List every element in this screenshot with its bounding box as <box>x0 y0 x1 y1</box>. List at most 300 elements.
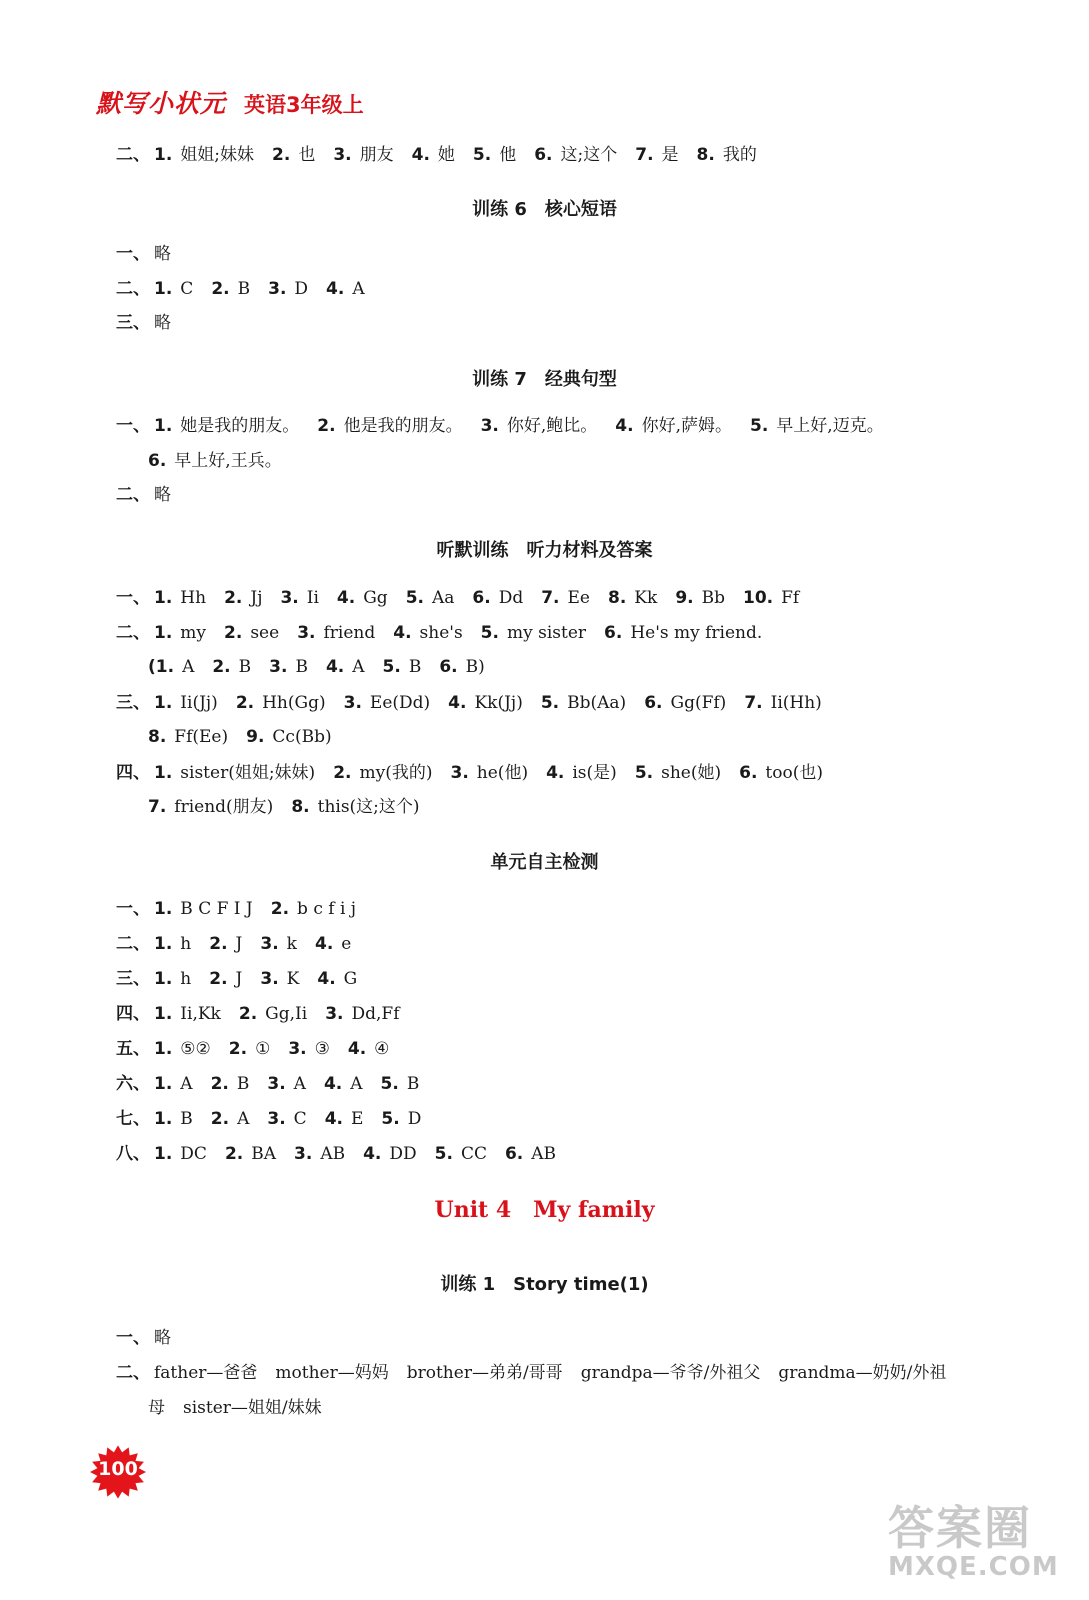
question-label: 二、 <box>116 145 150 165</box>
answer-item <box>381 1109 421 1129</box>
question-label: 二、 <box>116 279 150 299</box>
answer-number: 5. <box>750 416 769 436</box>
answer-text: Bb <box>701 588 725 608</box>
watermark <box>888 1492 1068 1592</box>
answer-line <box>148 449 300 473</box>
answer-line <box>116 1002 418 1026</box>
answer-number: 5. <box>434 1144 453 1164</box>
answer-text: Gg <box>363 588 388 608</box>
answer-text: grandpa—爷爷/外祖父 <box>580 1363 761 1383</box>
answer-item <box>317 416 462 436</box>
answer-item <box>269 657 308 677</box>
answer-number: 1. <box>154 279 173 299</box>
answer-text: B) <box>465 657 485 677</box>
answer-text: 她是我的朋友。 <box>180 416 300 436</box>
answer-text: C <box>293 1109 307 1129</box>
answer-number: 8. <box>148 727 167 747</box>
answer-item <box>229 1039 271 1059</box>
answer-text: 早上好,迈克。 <box>776 416 884 436</box>
answer-item <box>211 1074 250 1094</box>
answer-number: 1. <box>154 1109 173 1129</box>
answer-text: friend(朋友) <box>174 797 274 817</box>
question-label: 三、 <box>116 693 150 713</box>
answer-number: 2. <box>270 899 290 919</box>
answer-number: 9. <box>675 588 694 608</box>
answer-number: 1. <box>154 1004 173 1024</box>
answer-number: 2. <box>210 1109 230 1129</box>
answer-text: A <box>180 1074 193 1094</box>
answer-item <box>272 145 315 165</box>
answer-item <box>154 1039 211 1059</box>
answer-number: 6. <box>148 451 167 471</box>
answer-item <box>644 693 726 713</box>
page-number: 100 <box>98 1458 138 1480</box>
answer-text: 朋友 <box>359 145 394 165</box>
answer-number: 1. <box>154 1074 173 1094</box>
answer-item <box>315 934 351 954</box>
answer-text: is(是) <box>572 763 617 783</box>
answer-item <box>435 1144 487 1164</box>
answer-item <box>267 1074 306 1094</box>
answer-line <box>116 311 189 335</box>
answer-line <box>116 967 375 991</box>
answer-item <box>154 145 254 165</box>
answer-text: Ii(Hh) <box>770 693 822 713</box>
answer-item <box>383 657 422 677</box>
answer-number: 4. <box>615 416 634 436</box>
answer-number: 1. <box>154 588 173 608</box>
answer-number: 2. <box>212 657 231 677</box>
answer-text: 略 <box>154 313 171 333</box>
answer-item <box>154 969 191 989</box>
answer-number: 6. <box>604 623 623 643</box>
answer-item <box>291 797 419 817</box>
answer-number: 3. <box>294 1144 313 1164</box>
answer-text: h <box>180 969 192 989</box>
answer-text: father—爸爸 <box>154 1363 258 1383</box>
answer-number: 2. <box>209 969 228 989</box>
answer-text: 姐姐;妹妹 <box>180 145 255 165</box>
answer-item <box>246 727 331 747</box>
answer-line <box>116 414 902 438</box>
page-header <box>96 84 364 120</box>
answer-number: (1. <box>148 657 175 677</box>
answer-number: 3. <box>268 279 287 299</box>
answer-number: 6. <box>534 145 553 165</box>
answer-text: C <box>180 279 194 299</box>
answer-number: 3. <box>480 416 499 436</box>
answer-line <box>116 1326 189 1350</box>
answer-number: 5. <box>540 693 560 713</box>
answer-text: A <box>352 657 365 677</box>
question-label: 四、 <box>116 763 150 783</box>
question-label: 五、 <box>116 1039 150 1059</box>
answer-number: 4. <box>336 588 356 608</box>
question-label: 七、 <box>116 1109 150 1129</box>
answer-item <box>239 1004 307 1024</box>
answer-item <box>154 1109 193 1129</box>
answer-number: 4. <box>324 1109 343 1129</box>
answer-text: 也 <box>298 145 316 165</box>
answer-item <box>148 1398 165 1418</box>
answer-number: 2. <box>224 623 243 643</box>
answer-text: BA <box>251 1144 277 1164</box>
answer-text: 是 <box>661 145 679 165</box>
answer-text: mother—妈妈 <box>275 1363 389 1383</box>
answer-number: 1. <box>154 1039 173 1059</box>
answer-item <box>211 279 250 299</box>
answer-text: B <box>236 1074 250 1094</box>
answer-item <box>148 797 273 817</box>
answer-text: Kk <box>634 588 658 608</box>
answer-text: she's <box>419 623 463 643</box>
answer-text: 他 <box>499 145 517 165</box>
answer-item <box>154 899 253 919</box>
answer-item <box>267 1109 306 1129</box>
answer-item <box>236 693 326 713</box>
answer-number: 5. <box>382 657 401 677</box>
answer-number: 3. <box>260 969 279 989</box>
answer-number: 4. <box>317 969 336 989</box>
question-label: 二、 <box>116 623 150 643</box>
answer-item <box>448 693 523 713</box>
answer-item <box>183 1398 322 1418</box>
answer-text: 这;这个 <box>560 145 618 165</box>
answer-line <box>116 1107 439 1131</box>
answer-text: brother—弟弟/哥哥 <box>406 1363 563 1383</box>
answer-text: 你好,鲍比。 <box>506 416 598 436</box>
answer-text: B <box>408 657 422 677</box>
answer-text: grandma—奶奶/外祖 <box>778 1363 947 1383</box>
answer-number: 4. <box>411 145 430 165</box>
answer-number: 6. <box>739 763 758 783</box>
answer-text: 我的 <box>722 145 757 165</box>
answer-item <box>325 1109 364 1129</box>
answer-item <box>212 657 251 677</box>
answer-number: 7. <box>635 145 654 165</box>
answer-item <box>154 244 171 264</box>
answer-text: G <box>343 969 358 989</box>
answer-text: 你好,萨姆。 <box>641 416 732 436</box>
answer-number: 3. <box>343 693 362 713</box>
answer-number: 3. <box>260 934 279 954</box>
answer-item <box>148 727 228 747</box>
answer-item <box>154 416 299 436</box>
answer-text: Dd,Ff <box>351 1004 400 1024</box>
answer-item <box>439 657 484 677</box>
answer-number: 4. <box>314 934 334 954</box>
answer-item <box>317 969 357 989</box>
answer-item <box>635 763 721 783</box>
answer-text: ⑤② <box>180 1039 211 1059</box>
answer-line <box>116 483 189 507</box>
answer-item <box>541 588 590 608</box>
answer-line <box>116 277 383 301</box>
answer-number: 2. <box>238 1004 258 1024</box>
section-heading: 训练 1 Story time(1) <box>440 1274 649 1295</box>
answer-number: 2. <box>224 1144 244 1164</box>
answer-text: Dd <box>498 588 524 608</box>
answer-number: 5. <box>480 623 499 643</box>
answer-item <box>154 1074 193 1094</box>
answer-number: 4. <box>363 1144 382 1164</box>
answer-item <box>744 693 822 713</box>
answer-number: 6. <box>644 693 663 713</box>
answer-item <box>154 763 315 783</box>
answer-item <box>581 1363 761 1383</box>
answer-number: 2. <box>210 1074 229 1094</box>
answer-text: Ii <box>306 588 319 608</box>
answer-number: 3. <box>280 588 299 608</box>
section-heading: 单元自主检测 <box>490 852 599 873</box>
answer-text: 略 <box>154 244 171 264</box>
answer-number: 4. <box>347 1039 367 1059</box>
answer-item <box>472 588 523 608</box>
answer-number: 6. <box>439 657 458 677</box>
answer-item <box>154 485 171 505</box>
answer-text: Hh <box>180 588 207 608</box>
watermark-logo-text: 答案圈 <box>888 1501 1032 1555</box>
question-label: 三、 <box>116 969 150 989</box>
question-label: 二、 <box>116 934 150 954</box>
answer-item <box>154 1004 221 1024</box>
answer-text: Ff(Ee) <box>174 727 229 747</box>
answer-item <box>615 416 732 436</box>
answer-number: 1. <box>154 969 173 989</box>
answer-number: 7. <box>744 693 763 713</box>
answer-number: 4. <box>448 693 467 713</box>
answer-text: Ee(Dd) <box>369 693 431 713</box>
answer-text: she(她) <box>661 763 722 783</box>
answer-text: ① <box>255 1039 271 1059</box>
answer-item <box>739 763 823 783</box>
answer-number: 3. <box>267 1109 286 1129</box>
answer-text: Bb(Aa) <box>567 693 627 713</box>
answer-number: 2. <box>333 763 352 783</box>
answer-number: 3. <box>450 763 469 783</box>
answer-text: A <box>293 1074 306 1094</box>
answer-item <box>154 279 193 299</box>
answer-number: 10. <box>742 588 774 608</box>
answer-text: Ii,Kk <box>180 1004 221 1024</box>
answer-number: 9. <box>246 727 265 747</box>
answer-text: CC <box>460 1144 487 1164</box>
answer-line <box>148 795 438 819</box>
answer-text: b c f i j <box>297 899 357 919</box>
question-label: 二、 <box>116 485 150 505</box>
answer-number: 5. <box>380 1074 399 1094</box>
answer-line <box>148 655 503 679</box>
watermark-site-text: MXQE.COM <box>888 1552 1059 1582</box>
question-label: 四、 <box>116 1004 150 1024</box>
question-label: 一、 <box>116 588 150 608</box>
answer-text: ③ <box>314 1039 330 1059</box>
answer-text: sister(姐姐;妹妹) <box>180 763 316 783</box>
answer-number: 6. <box>472 588 491 608</box>
answer-number: 6. <box>504 1144 524 1164</box>
answer-text: A <box>350 1074 363 1094</box>
answer-number: 4. <box>393 623 412 643</box>
answer-text: DC <box>180 1144 207 1164</box>
answer-number: 2. <box>224 588 243 608</box>
answer-line <box>116 242 189 266</box>
answer-line <box>116 897 374 921</box>
answer-item <box>148 451 282 471</box>
answer-number: 4. <box>546 763 565 783</box>
answer-text: E <box>350 1109 364 1129</box>
answer-number: 5. <box>634 763 654 783</box>
answer-number: 2. <box>272 145 291 165</box>
question-label: 一、 <box>116 416 150 436</box>
brand-logo-text: 默写小状元 <box>96 89 227 118</box>
answer-line <box>116 1072 437 1096</box>
answer-item <box>534 145 617 165</box>
answer-item <box>326 279 365 299</box>
answer-item <box>363 1144 417 1164</box>
question-label: 一、 <box>116 1328 150 1348</box>
answer-item <box>260 934 297 954</box>
answer-line <box>116 1037 407 1061</box>
answer-item <box>325 1004 399 1024</box>
answer-item <box>608 588 657 608</box>
answer-text: B C F I J <box>180 899 253 919</box>
answer-item <box>750 416 884 436</box>
answer-item <box>154 934 191 954</box>
answer-number: 3. <box>267 1074 286 1094</box>
answer-line <box>116 691 840 715</box>
answer-number: 8. <box>291 797 310 817</box>
answer-number: 8. <box>696 145 715 165</box>
answer-number: 7. <box>541 588 560 608</box>
answer-item <box>154 693 218 713</box>
answer-text: friend <box>323 623 376 643</box>
answer-line <box>116 761 841 785</box>
answer-item <box>344 693 431 713</box>
answer-text: this(这;这个) <box>317 797 420 817</box>
answer-text: Ee <box>567 588 590 608</box>
answer-item <box>481 623 586 643</box>
answer-text: 略 <box>154 485 171 505</box>
answer-text: Ii(Jj) <box>180 693 218 713</box>
answer-item <box>275 1363 388 1383</box>
answer-number: 4. <box>323 1074 343 1094</box>
answer-text: J <box>235 934 243 954</box>
answer-text: Ff <box>781 588 800 608</box>
answer-item <box>541 693 626 713</box>
answer-text: K <box>286 969 300 989</box>
answer-item <box>225 1144 276 1164</box>
section-heading: 训练 7 经典句型 <box>472 369 617 390</box>
answer-text: ④ <box>374 1039 390 1059</box>
answer-text: see <box>250 623 280 643</box>
answer-item <box>697 145 757 165</box>
answer-item <box>333 145 393 165</box>
answer-number: 2. <box>317 416 336 436</box>
answer-item <box>271 899 356 919</box>
question-label: 一、 <box>116 899 150 919</box>
answer-item <box>743 588 799 608</box>
answer-text: Jj <box>250 588 263 608</box>
answer-number: 1. <box>154 145 173 165</box>
answer-number: 3. <box>288 1039 307 1059</box>
answer-text: AB <box>320 1144 346 1164</box>
answer-text: B <box>295 657 308 677</box>
answer-number: 1. <box>154 763 173 783</box>
answer-text: my(我的) <box>359 763 433 783</box>
answer-text: k <box>286 934 297 954</box>
answer-text: A <box>352 279 365 299</box>
answer-number: 8. <box>608 588 627 608</box>
answer-item <box>297 623 375 643</box>
answer-text: 他是我的朋友。 <box>343 416 463 436</box>
answer-text: 略 <box>154 1328 171 1348</box>
answer-number: 4. <box>325 657 345 677</box>
answer-line <box>116 1361 964 1385</box>
answer-line <box>116 621 780 645</box>
answer-text: D <box>294 279 309 299</box>
answer-item <box>294 1144 345 1164</box>
answer-number: 3. <box>325 1004 344 1024</box>
answer-item <box>324 1074 363 1094</box>
question-label: 八、 <box>116 1144 150 1164</box>
section-heading: 训练 6 核心短语 <box>472 199 617 220</box>
answer-number: 3. <box>333 145 352 165</box>
answer-item <box>209 934 242 954</box>
answer-number: 2. <box>209 934 228 954</box>
answer-text: my <box>180 623 207 643</box>
answer-item <box>407 1363 563 1383</box>
answer-text: D <box>407 1109 422 1129</box>
answer-item <box>546 763 617 783</box>
answer-number: 1. <box>154 1144 173 1164</box>
answer-text: Gg,Ii <box>265 1004 308 1024</box>
answer-text: He's my friend. <box>630 623 763 643</box>
answer-text: 早上好,王兵。 <box>174 451 282 471</box>
answer-line <box>116 143 775 167</box>
answer-line <box>116 586 817 610</box>
section-heading: 听默训练 听力材料及答案 <box>436 540 653 561</box>
answer-item <box>393 623 462 643</box>
question-label: 六、 <box>116 1074 150 1094</box>
answer-text: Gg(Ff) <box>670 693 727 713</box>
answer-text: J <box>235 969 243 989</box>
answer-item <box>260 969 299 989</box>
answer-text: B <box>238 657 252 677</box>
answer-item <box>209 969 242 989</box>
answer-item <box>224 588 262 608</box>
answer-item <box>154 1363 257 1383</box>
question-label: 三、 <box>116 313 150 333</box>
subject-title: 英语3年级上 <box>244 93 364 117</box>
answer-item <box>154 1328 171 1348</box>
answer-number: 2. <box>235 693 255 713</box>
answer-text: B <box>406 1074 420 1094</box>
answer-item <box>280 588 318 608</box>
answer-text: B <box>180 1109 193 1129</box>
answer-item <box>326 657 365 677</box>
answer-item <box>148 657 194 677</box>
answer-text: 母 <box>148 1398 165 1418</box>
answer-item <box>154 623 206 643</box>
answer-number: 3. <box>269 657 288 677</box>
answer-number: 7. <box>148 797 167 817</box>
answer-number: 3. <box>297 623 316 643</box>
answer-text: he(他) <box>476 763 529 783</box>
answer-line <box>148 725 350 749</box>
answer-number: 5. <box>381 1109 400 1129</box>
answer-text: Aa <box>431 588 455 608</box>
unit-title: Unit 4 My family <box>434 1197 655 1223</box>
